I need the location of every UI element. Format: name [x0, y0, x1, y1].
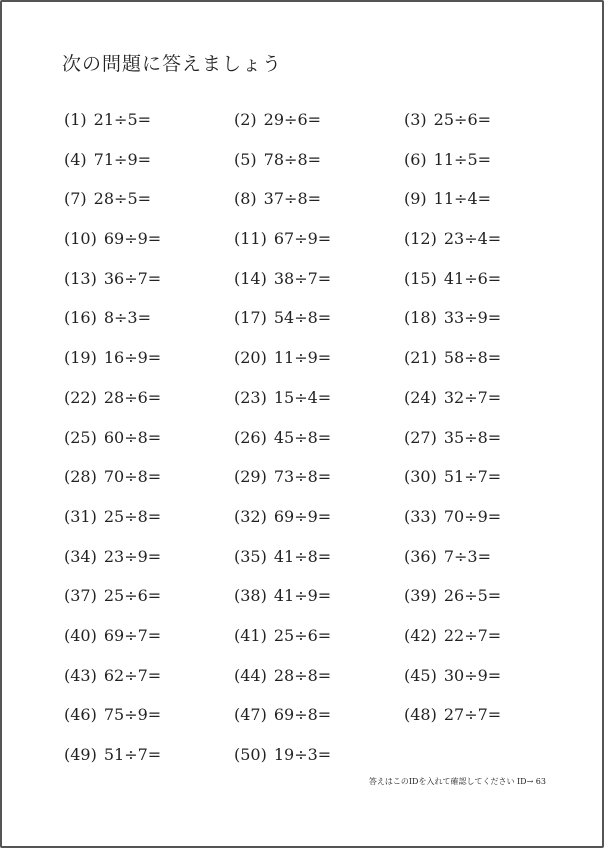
problem-item [64, 267, 234, 291]
problem-item [234, 624, 404, 648]
problem-expression: 41÷8= [273, 546, 332, 566]
problem-item [404, 545, 574, 569]
page-title: 次の問題に答えましょう [62, 53, 283, 75]
problem-item [404, 306, 574, 330]
problem-expression: 54÷8= [273, 308, 332, 328]
problem-expression: 11÷4= [433, 189, 492, 209]
problem-item [404, 584, 574, 608]
problem-expression: 51÷7= [443, 467, 502, 487]
problem-number: (41) [234, 625, 267, 645]
problem-item [64, 148, 234, 172]
problem-number: (5) [234, 149, 257, 169]
problem-expression: 78÷8= [263, 149, 322, 169]
problem-number: (21) [404, 348, 437, 368]
problem-expression: 69÷7= [103, 625, 162, 645]
problem-item [234, 108, 404, 132]
problem-number: (32) [234, 506, 267, 526]
problem-item [64, 187, 234, 211]
problem-expression: 21÷5= [93, 110, 152, 129]
problem-expression: 30÷9= [443, 665, 502, 685]
problem-expression: 35÷8= [443, 427, 502, 447]
problem-item [234, 306, 404, 330]
problem-number: (49) [64, 745, 97, 764]
problem-number: (30) [404, 467, 437, 487]
problem-number: (6) [404, 149, 427, 169]
problem-item [64, 584, 234, 608]
problem-number: (33) [404, 506, 437, 526]
problem-number: (24) [404, 387, 437, 407]
problem-item [404, 465, 574, 489]
problem-item [64, 664, 234, 688]
problem-item [404, 386, 574, 410]
problem-number: (47) [234, 705, 267, 725]
problem-number: (44) [234, 665, 267, 685]
problem-number: (15) [404, 268, 437, 288]
answer-id-note: 答えはこのIDを入れて確認してください ID→ 63 [368, 777, 546, 786]
problem-number: (27) [404, 427, 437, 447]
problem-expression: 67÷9= [273, 229, 332, 249]
problem-number: (42) [404, 625, 437, 645]
problem-number: (31) [64, 506, 97, 526]
problem-number: (12) [404, 229, 437, 249]
problem-expression: 60÷8= [103, 427, 162, 447]
problem-grid [64, 108, 584, 783]
problem-item [234, 465, 404, 489]
problem-item [64, 426, 234, 450]
problem-expression: 45÷8= [273, 427, 332, 447]
problem-item [234, 346, 404, 370]
problem-item [404, 624, 574, 648]
problem-number: (11) [234, 229, 267, 249]
problem-expression: 28÷5= [93, 189, 152, 209]
problem-item [404, 227, 574, 251]
problem-number: (19) [64, 348, 97, 368]
problem-number: (34) [64, 546, 97, 566]
problem-number: (14) [234, 268, 267, 288]
problem-number: (45) [404, 665, 437, 685]
problem-item [404, 426, 574, 450]
problem-expression: 28÷8= [273, 665, 332, 685]
problem-number: (22) [64, 387, 97, 407]
problem-expression: 73÷8= [273, 467, 332, 487]
problem-expression: 16÷9= [103, 348, 162, 368]
problem-number: (37) [64, 586, 97, 606]
problem-item [404, 148, 574, 172]
problem-expression: 70÷8= [103, 467, 162, 487]
problem-item [404, 664, 574, 688]
problem-expression: 32÷7= [443, 387, 502, 407]
problem-item [404, 187, 574, 211]
problem-number: (50) [234, 745, 267, 764]
problem-number: (18) [404, 308, 437, 328]
problem-expression: 36÷7= [103, 268, 162, 288]
problem-expression: 23÷9= [103, 546, 162, 566]
problem-item [404, 703, 574, 727]
problem-item [64, 465, 234, 489]
problem-number: (39) [404, 586, 437, 606]
problem-item [234, 386, 404, 410]
problem-item [234, 426, 404, 450]
problem-number: (35) [234, 546, 267, 566]
problem-expression: 28÷6= [103, 387, 162, 407]
problem-number: (28) [64, 467, 97, 487]
problem-number: (7) [64, 189, 87, 209]
problem-item [64, 306, 234, 330]
problem-expression: 29÷6= [263, 110, 322, 129]
problem-expression: 33÷9= [443, 308, 502, 328]
problem-number: (26) [234, 427, 267, 447]
problem-item [234, 267, 404, 291]
problem-expression: 8÷3= [103, 308, 152, 328]
problem-item [404, 267, 574, 291]
problem-expression: 25÷6= [103, 586, 162, 606]
problem-expression: 70÷9= [443, 506, 502, 526]
problem-item [64, 743, 234, 767]
problem-item [234, 664, 404, 688]
problem-number: (8) [234, 189, 257, 209]
problem-expression: 11÷5= [433, 149, 492, 169]
problem-expression: 69÷9= [273, 506, 332, 526]
problem-expression: 25÷6= [273, 625, 332, 645]
problem-number: (46) [64, 705, 97, 725]
problem-expression: 38÷7= [273, 268, 332, 288]
problem-expression: 41÷6= [443, 268, 502, 288]
problem-item [64, 108, 234, 132]
problem-expression: 62÷7= [103, 665, 162, 685]
problem-item [404, 346, 574, 370]
problem-expression: 22÷7= [443, 625, 502, 645]
problem-item [234, 703, 404, 727]
problem-expression: 25÷6= [433, 110, 492, 129]
problem-item [234, 148, 404, 172]
problem-item [64, 227, 234, 251]
problem-number: (40) [64, 625, 97, 645]
problem-number: (48) [404, 705, 437, 725]
problem-number: (10) [64, 229, 97, 249]
problem-expression: 25÷8= [103, 506, 162, 526]
problem-item [64, 505, 234, 529]
problem-item [234, 545, 404, 569]
problem-number: (36) [404, 546, 437, 566]
problem-number: (25) [64, 427, 97, 447]
problem-expression: 27÷7= [443, 705, 502, 725]
problem-item [234, 505, 404, 529]
problem-item [64, 624, 234, 648]
problem-expression: 26÷5= [443, 586, 502, 606]
problem-expression: 11÷9= [273, 348, 332, 368]
problem-item [234, 743, 404, 767]
problem-number: (23) [234, 387, 267, 407]
problem-expression: 75÷9= [103, 705, 162, 725]
problem-item [234, 227, 404, 251]
problem-expression: 19÷3= [273, 745, 332, 764]
problem-expression: 58÷8= [443, 348, 502, 368]
problem-number: (17) [234, 308, 267, 328]
problem-expression: 37÷8= [263, 189, 322, 209]
problem-number: (13) [64, 268, 97, 288]
problem-number: (16) [64, 308, 97, 328]
problem-number: (29) [234, 467, 267, 487]
problem-expression: 51÷7= [103, 745, 162, 764]
problem-expression: 69÷8= [273, 705, 332, 725]
problem-item [64, 386, 234, 410]
problem-number: (38) [234, 586, 267, 606]
problem-expression: 71÷9= [93, 149, 152, 169]
problem-expression: 41÷9= [273, 586, 332, 606]
problem-item [404, 505, 574, 529]
problem-item [64, 545, 234, 569]
problem-number: (43) [64, 665, 97, 685]
problem-item [234, 187, 404, 211]
problem-number: (1) [64, 110, 87, 129]
problem-item [64, 346, 234, 370]
problem-item [404, 108, 574, 132]
problem-number: (4) [64, 149, 87, 169]
problem-item [64, 703, 234, 727]
problem-number: (2) [234, 110, 257, 129]
problem-expression: 69÷9= [103, 229, 162, 249]
problem-expression: 23÷4= [443, 229, 502, 249]
problem-item [234, 584, 404, 608]
problem-number: (9) [404, 189, 427, 209]
problem-number: (3) [404, 110, 427, 129]
problem-number: (20) [234, 348, 267, 368]
problem-expression: 7÷3= [443, 546, 492, 566]
problem-expression: 15÷4= [273, 387, 332, 407]
